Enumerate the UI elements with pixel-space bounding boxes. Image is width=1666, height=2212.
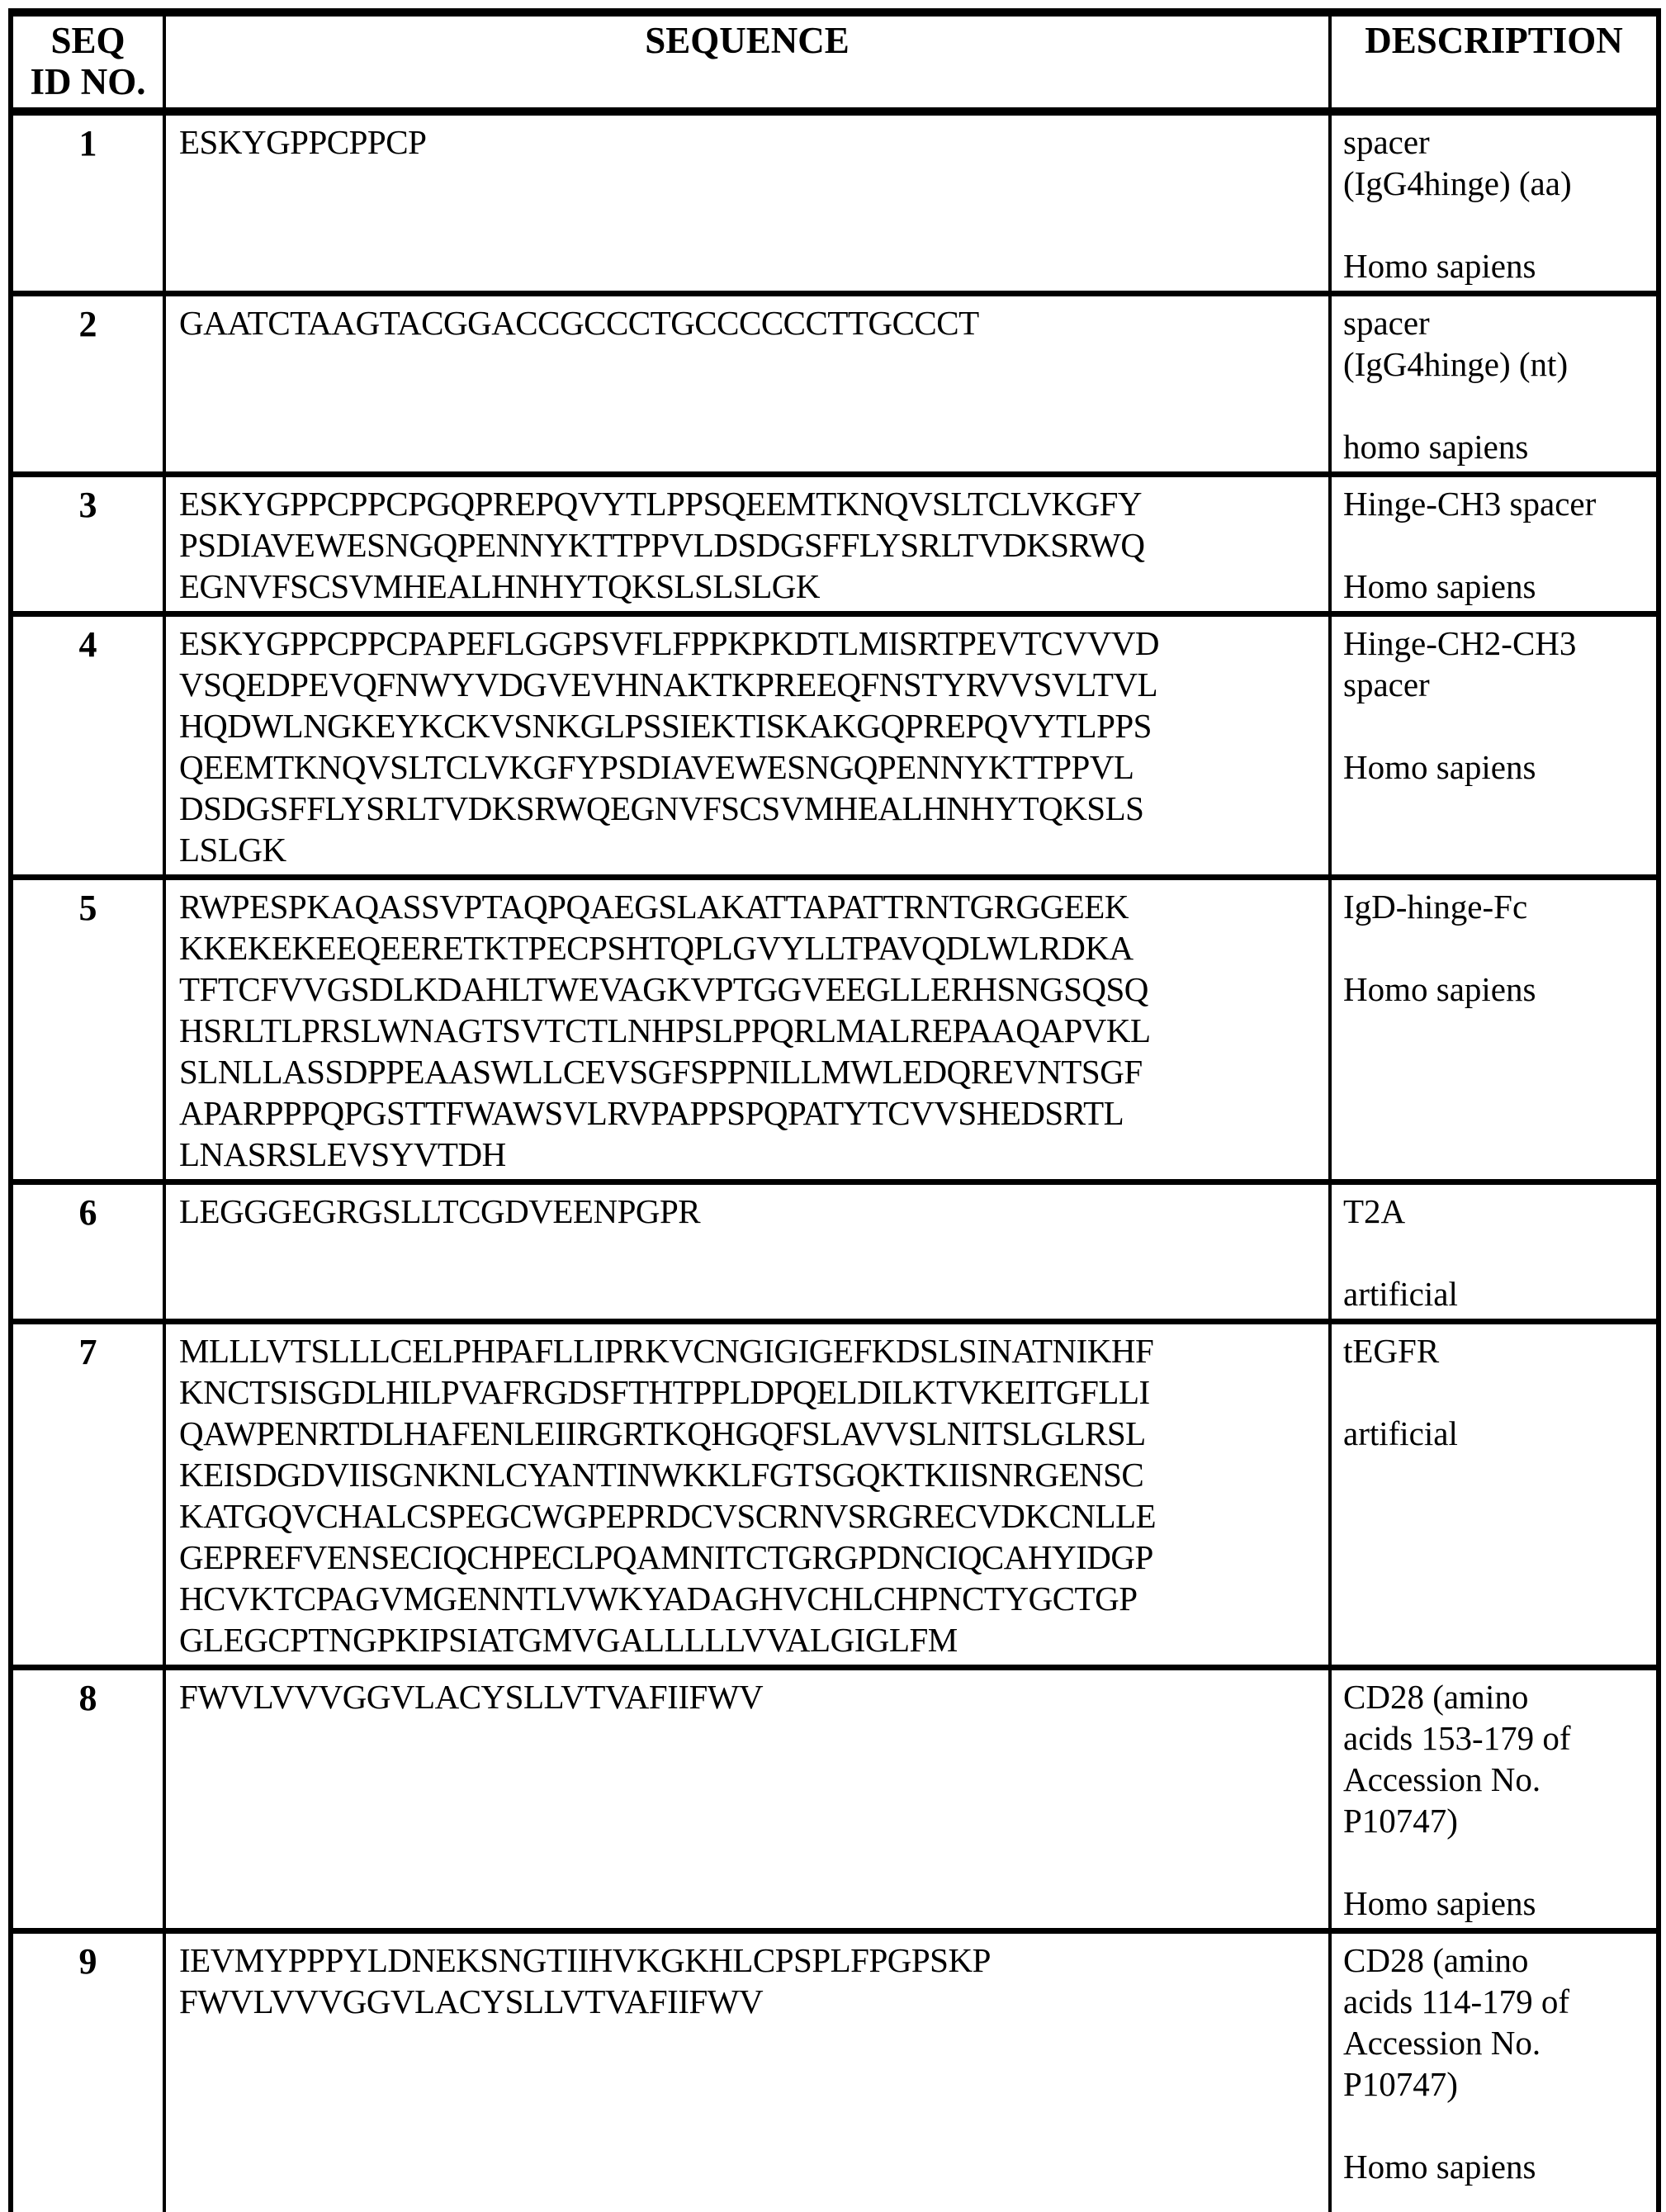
description-cell: CD28 (amino acids 114-179 of Accession No. P10747) Homo sapiens [1330, 1931, 1659, 2212]
seq-id-cell: 8 [11, 1668, 164, 1931]
header-sequence: SEQUENCE [164, 12, 1330, 111]
seq-id-cell: 6 [11, 1182, 164, 1322]
sequence-cell: ESKYGPPCPPCPAPEFLGGPSVFLFPPKPKDTLMISRTPEVTCVVVD VSQEDPEVQFNWYVDGVEVHNAKTKPREEQFNSTYRVVSVLTVL HQDWLNGKEYKCKVSNKGLPSSIEKTISKAKGQPREPQVYTLPPS QEEMTKNQVSLTCLVKGFYPSDIAVEWESNGQPENNYKTTPPVL DSDGSFFLYSRLTVDKSRWQEGNVFSCSVMHEALHNHYTQKSLS LSLGK [164, 614, 1330, 878]
table-row [11, 111, 1659, 294]
table-row [11, 1322, 1659, 1668]
description-cell: Hinge-CH2-CH3 spacer Homo sapiens [1330, 614, 1659, 878]
description-cell: spacer (IgG4hinge) (aa) Homo sapiens [1330, 111, 1659, 294]
sequence-cell: GAATCTAAGTACGGACCGCCCTGCCCCCCTTGCCCT [164, 294, 1330, 475]
table-row [11, 1931, 1659, 2212]
seq-id-cell: 1 [11, 111, 164, 294]
header-seq-id-no: SEQ ID NO. [11, 12, 164, 111]
seq-id-cell: 9 [11, 1931, 164, 2212]
table-row [11, 878, 1659, 1182]
description-cell: T2A artificial [1330, 1182, 1659, 1322]
seq-id-cell: 5 [11, 878, 164, 1182]
table-row [11, 1182, 1659, 1322]
description-cell: IgD-hinge-Fc Homo sapiens [1330, 878, 1659, 1182]
table-row [11, 1668, 1659, 1931]
sequence-listing-table [8, 8, 1661, 2212]
sequence-cell: FWVLVVVGGVLACYSLLVTVAFIIFWV [164, 1668, 1330, 1931]
seq-id-cell: 2 [11, 294, 164, 475]
description-cell: Hinge-CH3 spacer Homo sapiens [1330, 475, 1659, 614]
table-row [11, 614, 1659, 878]
sequence-cell: ESKYGPPCPPCP [164, 111, 1330, 294]
table-row [11, 475, 1659, 614]
table-row [11, 294, 1659, 475]
description-cell: CD28 (amino acids 153-179 of Accession No. P10747) Homo sapiens [1330, 1668, 1659, 1931]
seq-id-cell: 7 [11, 1322, 164, 1668]
description-cell: tEGFR artificial [1330, 1322, 1659, 1668]
sequence-cell: IEVMYPPPYLDNEKSNGTIIHVKGKHLCPSPLFPGPSKP FWVLVVVGGVLACYSLLVTVAFIIFWV [164, 1931, 1330, 2212]
header-row [11, 12, 1659, 111]
sequence-cell: ESKYGPPCPPCPGQPREPQVYTLPPSQEEMTKNQVSLTCLVKGFY PSDIAVEWESNGQPENNYKTTPPVLDSDGSFFLYSRLTVDKSRWQ EGNVFSCSVMHEALHNHYTQKSLSLSLGK [164, 475, 1330, 614]
header-description: DESCRIPTION [1330, 12, 1659, 111]
sequence-cell: RWPESPKAQASSVPTAQPQAEGSLAKATTAPATTRNTGRGGEEK KKEKEKEEQEERETKTPECPSHTQPLGVYLLTPAVQDLWLRDKA TFTCFVVGSDLKDAHLTWEVAGKVPTGGVEEGLLERHSNGSQSQ HSRLTLPRSLWNAGTSVTCTLNHPSLPPQRLMALREPAAQAPVKL SLNLLASSDPPEAASWLLCEVSGFSPPNILLMWLEDQREVNTSGF APARPPPQPGSTTFWAWSVLRVPAPPSPQPATYTCVVSHEDSRTL LNASRSLEVSYVTDH [164, 878, 1330, 1182]
seq-id-cell: 4 [11, 614, 164, 878]
sequence-cell: MLLLVTSLLLCELPHPAFLLIPRKVCNGIGIGEFKDSLSINATNIKHF KNCTSISGDLHILPVAFRGDSFTHTPPLDPQELDILKTVKEITGFLLI QAWPENRTDLHAFENLEIIRGRTKQHGQFSLAVVSLNITSLGLRSL KEISDGDVIISGNKNLCYANTINWKKLFGTSGQKTKIISNRGENSC KATGQVCHALCSPEGCWGPEPRDCVSCRNVSRGRECVDKCNLLE GEPREFVENSECIQCHPECLPQAMNITCTGRGPDNCIQCAHYIDGP HCVKTCPAGVMGENNTLVWKYADAGHVCHLCHPNCTYGCTGP GLEGCPTNGPKIPSIATGMVGALLLLLVVALGIGLFM [164, 1322, 1330, 1668]
description-cell: spacer (IgG4hinge) (nt) homo sapiens [1330, 294, 1659, 475]
seq-id-cell: 3 [11, 475, 164, 614]
table-body [11, 111, 1659, 2212]
sequence-cell: LEGGGEGRGSLLTCGDVEENPGPR [164, 1182, 1330, 1322]
